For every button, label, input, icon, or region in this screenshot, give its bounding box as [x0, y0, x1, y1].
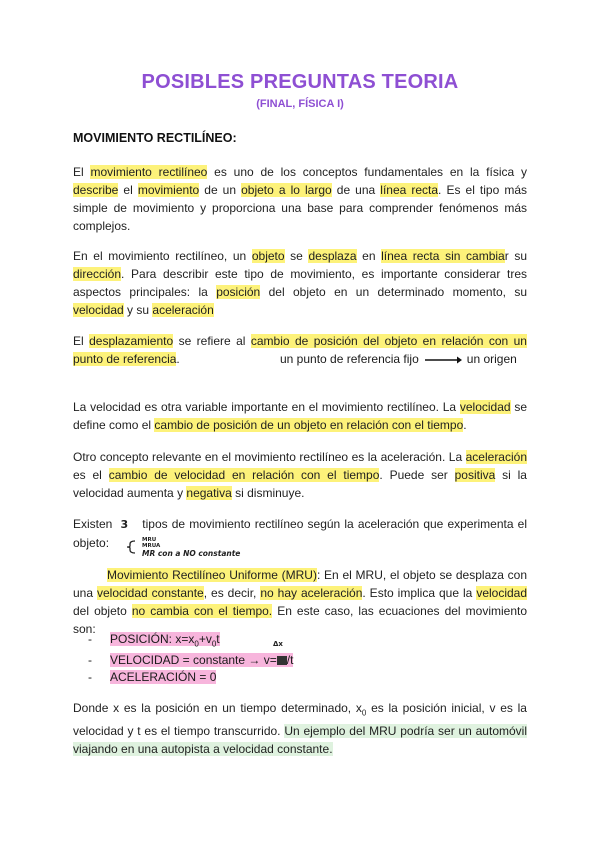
brace-icon [126, 540, 138, 554]
paragraph-definitions: Donde x es la posición en un tiempo determinado, $x_0$ es la posición inicial, v es la velocidad y t es el tiempo transcurrido. Un ejemplo del MRU podría ser un automóvil viajando en una autopista a velocidad constante. [73, 701, 527, 757]
equation-acceleration: - ACELERACIÓN = 0 [88, 670, 217, 685]
equation-velocity: - VELOCIDAD = constante → v= /t [88, 653, 294, 668]
paragraph-acceleration: Otro concepto relevante en el movimiento rectilíneo es la aceleración. La aceleración es el cambio de velocidad en relación con el tiempo. Puede ser positiva si la velocidad aumenta y negativa si disminuye. [73, 450, 527, 500]
paragraph-mru: Movimiento Rectilíneo Uniforme (MRU): En el MRU, el objeto se desplaza con una velocidad constante, es decir, no hay aceleración. Esto implica que la velocidad del objeto no cambia con el tiempo. En este caso, las ecuaciones del movimiento son: [73, 568, 528, 636]
paragraph-intro: El movimiento rectilíneo es uno de los conceptos fundamentales en la física y describe el movimiento de un objeto a lo largo de una línea recta. Es el tipo más simple de movimiento y proporciona una base para comprender fenómenos más complejos. [73, 165, 528, 233]
handwritten-type-list [128, 537, 241, 558]
equations-list [88, 631, 293, 686]
handwritten-note-reference: un punto de referencia fijo un origen [280, 352, 517, 366]
section-heading: MOVIMIENTO RECTILÍNEO: [73, 131, 237, 145]
handwritten-mrua: MRUA [142, 543, 161, 549]
page-title: POSIBLES PREGUNTAS TEORIA [141, 71, 459, 93]
paragraph-types: Existen 3 tipos de movimiento rectilíneo según la aceleración que experimenta el objeto: [73, 517, 527, 550]
page-subtitle: (FINAL, FÍSICA I) [256, 98, 344, 110]
paragraph-aspects: En el movimiento rectilíneo, un objeto se desplaza en línea recta sin cambiar su dirección. Para describir este tipo de movimiento, es importante considerar tres aspectos principales: la posición del objeto en un determinado momento, su velocidad y su aceleración [73, 249, 528, 317]
handwritten-delta-x: Δx [273, 640, 283, 648]
arrow-right-icon [423, 355, 463, 365]
handwritten-number: 3 [120, 518, 129, 531]
equation-position: - POSICIÓN: $x=x_0+v_0t$ [88, 632, 220, 649]
handwritten-mru: MRU [142, 537, 157, 543]
paragraph-displacement: El desplazamiento se refiere al cambio de posición del objeto en relación con un punto de referencia. [73, 334, 527, 366]
paragraph-velocity: La velocidad es otra variable importante en el movimiento rectilíneo. La velocidad se define como el cambio de posición de un objeto en relación con el tiempo. [73, 400, 527, 432]
handwritten-mr-no-constante: MR con a NO constante [142, 549, 241, 558]
scribble-mark [277, 656, 287, 665]
